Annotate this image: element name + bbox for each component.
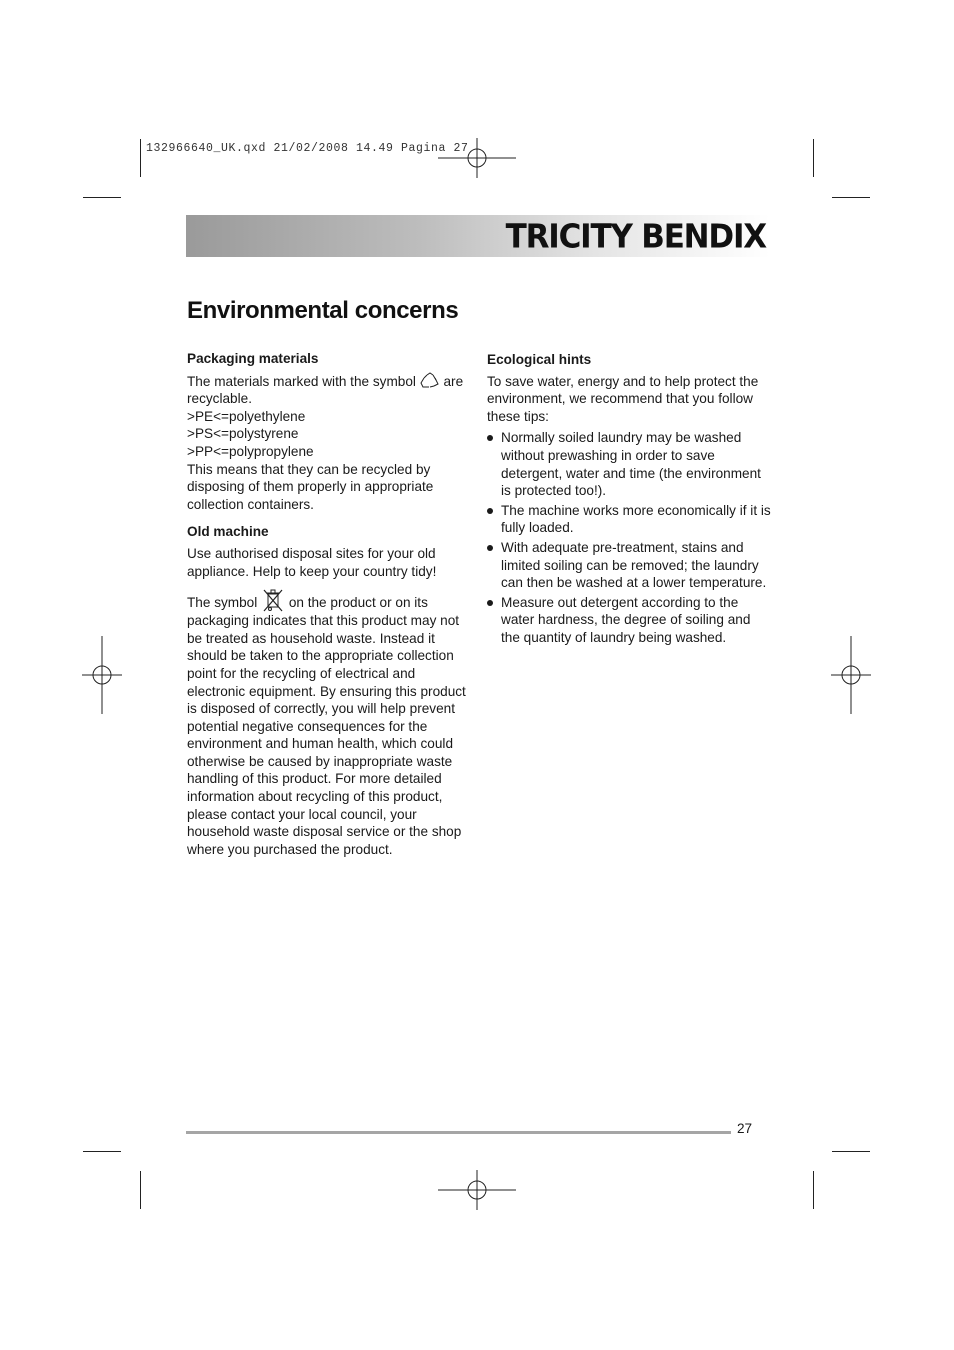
crop-mark [813,139,814,177]
page-number: 27 [737,1121,753,1136]
weee-paragraph-lead: The symbol [187,595,258,611]
packaging-intro-text: The materials marked with the symbol [187,373,416,389]
tip-text: With adequate pre-treatment, stains and limited soiling can be removed; the laundry can then be washed at a lower temperature. [501,539,767,591]
packaging-intro [187,372,472,408]
tip-text: Measure out detergent according to the water hardness, the degree of soiling and the quantity of laundry being washed. [501,594,751,645]
crossed-out-wheelie-bin-icon [261,588,285,612]
bullet-icon [487,600,493,606]
list-item [487,594,772,647]
weee-paragraph [187,588,472,858]
old-machine-paragraph: Use authorised disposal sites for your old appliance. Help to keep your country tidy! [187,545,437,579]
tips-list [487,429,772,646]
crop-mark [813,1171,814,1209]
material-item: >PE<=polyethylene [187,408,306,424]
section-heading-ecological: Ecological hints [487,352,592,367]
tip-text: The machine works more economically if it is fully loaded. [501,502,771,536]
brand-logo: TRICITY BENDIX [505,218,766,256]
registration-mark-icon [438,1170,516,1210]
print-file-slug: 132966640_UK.qxd 21/02/2008 14.49 Pagina 27 [146,142,469,155]
material-item: >PP<=polypropylene [187,443,314,459]
packaging-note: This means that they can be recycled by disposing of them properly in appropriate collection containers. [187,461,434,512]
list-item [487,502,772,537]
bullet-icon [487,435,493,441]
weee-paragraph-text: on the product or on its packaging indicates that this product may not be treated as household waste. Instead it should be taken to the appropriate collection point for the recycling of electrical and electronic equipment. By ensuring this product is disposed of correctly, you will help prevent potential negative consequences for the environment and human health, which could otherwise be caused by inappropriate waste handling of this product. For more detailed information about recycling of this product, please contact your local council, your household waste disposal service or the shop where you purchased the product. [187,595,466,857]
tip-text: Normally soiled laundry may be washed without prewashing in order to save detergent, water and time (the environment is protected too!). [501,430,761,499]
registration-mark-icon [438,138,516,178]
page-title: Environmental concerns [187,297,459,324]
material-item: >PS<=polystyrene [187,426,299,442]
crop-mark [83,197,121,198]
crop-mark [140,1171,141,1209]
right-column [487,351,772,649]
left-column [187,350,472,858]
crop-mark [83,1151,121,1152]
crop-mark [832,1151,870,1152]
ecological-intro: To save water, energy and to help protect the environment, we recommend that you follow these tips: [487,373,759,424]
bullet-icon [487,508,493,514]
bullet-icon [487,545,493,551]
section-heading-old-machine: Old machine [187,524,269,540]
packaging-intro-tail: are recyclable. [187,373,464,407]
recycle-icon [420,372,440,389]
registration-mark-icon [82,636,122,714]
crop-mark [140,139,141,177]
section-heading-packaging: Packaging materials [187,351,319,366]
footer-rule [186,1131,731,1134]
list-item [487,539,772,592]
crop-mark [832,197,870,198]
registration-mark-icon [831,636,871,714]
list-item [487,429,772,499]
